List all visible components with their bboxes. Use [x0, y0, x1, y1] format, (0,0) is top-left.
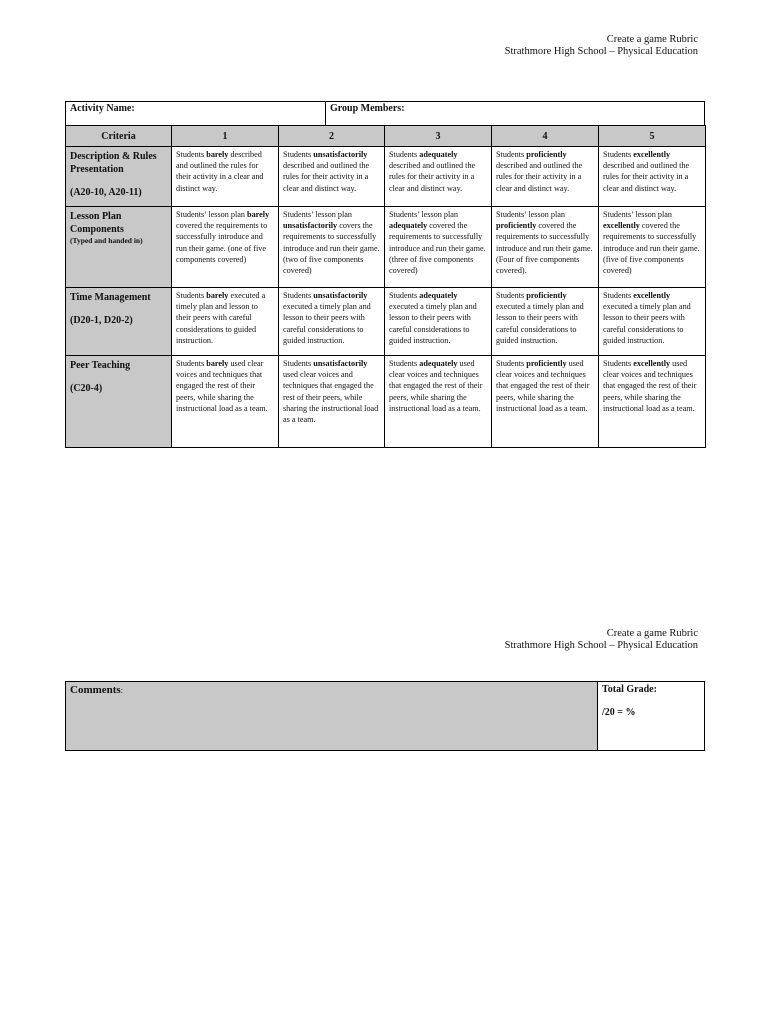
- level-header: 2: [279, 126, 385, 147]
- descriptor-level-word: proficiently: [526, 359, 567, 368]
- descriptor-text: Students: [176, 359, 207, 368]
- total-grade-label: Total Grade:: [602, 684, 657, 695]
- descriptor-cell: [279, 288, 385, 356]
- descriptor-text: used clear voices and techniques that engaged the rest of their peers, while sharing the instructional load as a team.: [389, 359, 483, 413]
- criteria-title: Peer Teaching: [70, 360, 131, 371]
- comments-label: Comments: [70, 684, 121, 696]
- descriptor-text: covers the requirements to successfully introduce and run their game. (two of five components covered): [283, 221, 380, 276]
- criteria-cell: [66, 288, 172, 356]
- descriptor-text: executed a timely plan and lesson to their peers with careful considerations to guided instruction.: [283, 302, 371, 345]
- descriptor-text: Students: [603, 359, 634, 368]
- descriptor-text: Students: [389, 150, 420, 159]
- descriptor-cell: [172, 147, 279, 207]
- descriptor-cell: [599, 288, 706, 356]
- header-school: Strathmore High School – Physical Education: [504, 640, 698, 651]
- descriptor-text: Students: [176, 150, 207, 159]
- descriptor-text: described and outlined the rules for their activity in a clear and distinct way.: [603, 161, 690, 193]
- descriptor-cell: [599, 147, 706, 207]
- criteria-code: (A20-10, A20-11): [70, 187, 142, 198]
- descriptor-cell: [385, 288, 492, 356]
- descriptor-cell: [385, 207, 492, 288]
- descriptor-text: Students: [389, 359, 420, 368]
- descriptor-text: Students: [283, 291, 314, 300]
- descriptor-text: covered the requirements to successfully introduce and run their game. (one of five components covered): [176, 221, 268, 264]
- rubric-row: [66, 207, 706, 288]
- descriptor-text: Students: [176, 291, 207, 300]
- descriptor-text: Students: [389, 291, 420, 300]
- descriptor-text: executed a timely plan and lesson to their peers with careful considerations to guided instruction.: [176, 291, 266, 345]
- descriptor-level-word: proficiently: [526, 150, 567, 159]
- descriptor-text: executed a timely plan and lesson to their peers with careful considerations to guided instruction.: [496, 302, 584, 345]
- descriptor-text: Students: [603, 150, 634, 159]
- criteria-code: (C20-4): [70, 383, 103, 394]
- descriptor-level-word: excellently: [633, 359, 671, 368]
- criteria-title: Time Management: [70, 292, 151, 303]
- descriptor-text: Students: [603, 291, 634, 300]
- descriptor-text: Students: [496, 291, 527, 300]
- criteria-cell: [66, 356, 172, 448]
- total-grade-field[interactable]: [598, 682, 705, 751]
- descriptor-text: covered the requirements to successfully introduce and run their game. (five of five components covered): [603, 221, 700, 276]
- descriptor-level-word: unsatisfactorily: [313, 291, 368, 300]
- rubric-row: [66, 356, 706, 448]
- level-header: 4: [492, 126, 599, 147]
- comments-field[interactable]: [66, 682, 598, 751]
- descriptor-level-word: barely: [247, 210, 270, 219]
- descriptor-text: executed a timely plan and lesson to their peers with careful considerations to guided instruction.: [389, 302, 477, 345]
- descriptor-text: Students: [283, 150, 314, 159]
- descriptor-text: Students’ lesson plan: [283, 210, 352, 219]
- descriptor-text: Students’ lesson plan: [176, 210, 248, 219]
- rubric-row: [66, 147, 706, 207]
- header-school: Strathmore High School – Physical Education: [504, 46, 698, 57]
- descriptor-cell: [172, 288, 279, 356]
- descriptor-text: covered the requirements to successfully introduce and run their game. (three of five components covered): [389, 221, 486, 276]
- descriptor-cell: [492, 288, 599, 356]
- descriptor-level-word: adequately: [419, 359, 458, 368]
- criteria-cell: [66, 207, 172, 288]
- descriptor-text: Students’ lesson plan: [496, 210, 565, 219]
- descriptor-cell: [279, 356, 385, 448]
- page-header: [505, 34, 698, 58]
- group-members-field[interactable]: Group Members:: [326, 102, 705, 127]
- header-title: Create a game Rubric: [606, 34, 698, 45]
- descriptor-level-word: unsatisfactorily: [313, 150, 368, 159]
- descriptor-level-word: barely: [206, 359, 229, 368]
- descriptor-text: Students’ lesson plan: [603, 210, 672, 219]
- descriptor-level-word: adequately: [419, 291, 458, 300]
- descriptor-text: Students: [496, 359, 527, 368]
- descriptor-level-word: excellently: [633, 291, 671, 300]
- descriptor-level-word: unsatisfactorily: [283, 221, 338, 231]
- level-header: 1: [172, 126, 279, 147]
- descriptor-text: Students: [283, 359, 314, 368]
- descriptor-text: Students: [496, 150, 527, 159]
- level-header: 5: [599, 126, 706, 147]
- rubric-header-row: [66, 126, 706, 147]
- descriptor-text: covered the requirements to successfully introduce and run their game. (Four of five components covered).: [496, 221, 593, 276]
- descriptor-cell: [279, 207, 385, 288]
- criteria-title: Lesson Plan Components: [70, 211, 124, 235]
- descriptor-level-word: proficiently: [496, 221, 537, 231]
- criteria-cell: [66, 147, 172, 207]
- activity-info-table: [65, 101, 705, 127]
- descriptor-text: used clear voices and techniques that engaged the rest of their peers, while sharing the instructional load as a team.: [176, 359, 268, 413]
- descriptor-text: described and outlined the rules for their activity in a clear and distinct way.: [176, 150, 264, 193]
- activity-name-field[interactable]: Activity Name:: [66, 102, 326, 127]
- descriptor-cell: [492, 147, 599, 207]
- descriptor-level-word: adequately: [419, 150, 458, 159]
- descriptor-cell: [492, 207, 599, 288]
- descriptor-text: Students’ lesson plan: [389, 210, 458, 219]
- descriptor-text: described and outlined the rules for their activity in a clear and distinct way.: [389, 161, 476, 193]
- page-header-2: [505, 628, 698, 652]
- criteria-code: (D20-1, D20-2): [70, 315, 133, 326]
- descriptor-text: used clear voices and techniques that engaged the rest of their peers, while sharing the instructional load as a team.: [496, 359, 590, 413]
- descriptor-cell: [599, 207, 706, 288]
- descriptor-cell: [492, 356, 599, 448]
- descriptor-level-word: proficiently: [526, 291, 567, 300]
- descriptor-level-word: excellently: [603, 221, 640, 231]
- descriptor-cell: [172, 207, 279, 288]
- total-grade-value: /20 = %: [602, 707, 636, 718]
- comments-table: [65, 681, 705, 751]
- descriptor-cell: [172, 356, 279, 448]
- descriptor-text: used clear voices and techniques that engaged the rest of their peers, while sharing the instructional load as a team.: [283, 370, 379, 425]
- criteria-header: Criteria: [66, 126, 172, 147]
- descriptor-text: described and outlined the rules for their activity in a clear and distinct way.: [496, 161, 583, 193]
- comments-colon: :: [120, 686, 123, 695]
- descriptor-level-word: excellently: [633, 150, 671, 159]
- criteria-title: Description & Rules Presentation: [70, 151, 157, 175]
- descriptor-cell: [385, 356, 492, 448]
- descriptor-level-word: unsatisfactorily: [313, 359, 368, 368]
- descriptor-cell: [385, 147, 492, 207]
- header-title: Create a game Rubric: [606, 628, 698, 639]
- descriptor-text: used clear voices and techniques that engaged the rest of their peers, while sharing the instructional load as a team.: [603, 359, 697, 413]
- descriptor-level-word: barely: [206, 291, 229, 300]
- descriptor-text: executed a timely plan and lesson to their peers with careful considerations to guided instruction.: [603, 302, 691, 345]
- descriptor-cell: [599, 356, 706, 448]
- descriptor-level-word: adequately: [389, 221, 428, 231]
- level-header: 3: [385, 126, 492, 147]
- criteria-note: (Typed and handed in): [70, 236, 143, 245]
- rubric-table: [65, 125, 706, 448]
- rubric-row: [66, 288, 706, 356]
- descriptor-cell: [279, 147, 385, 207]
- descriptor-level-word: barely: [206, 150, 229, 159]
- descriptor-text: described and outlined the rules for their activity in a clear and distinct way.: [283, 161, 370, 193]
